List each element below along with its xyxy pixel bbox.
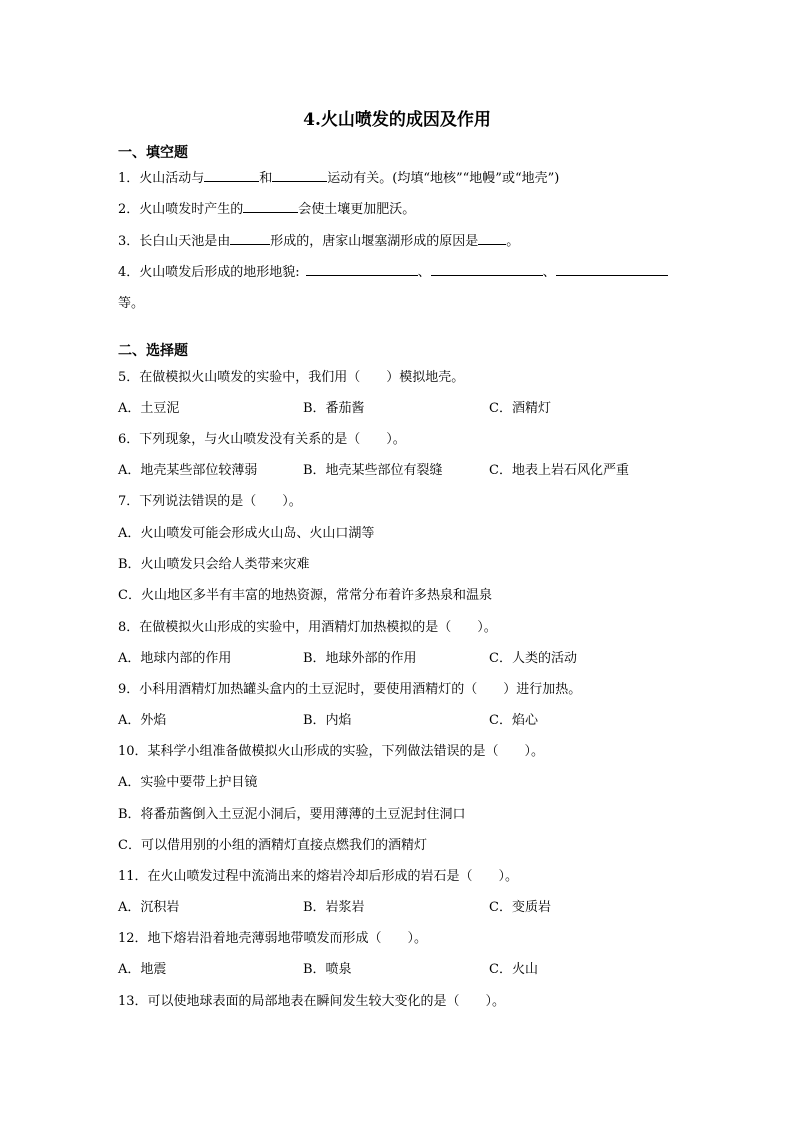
q5-option-a[interactable]: A．土豆泥 (118, 401, 180, 416)
q6-option-b[interactable]: B．地壳某些部位有裂缝 (303, 463, 443, 478)
q10-option-c[interactable]: C．可以借用别的小组的酒精灯直接点燃我们的酒精灯 (118, 838, 427, 853)
section-fill-heading: 一、填空题 (118, 145, 188, 161)
q1-text-b: 和 (259, 171, 273, 186)
q10-option-a[interactable]: A．实验中要带上护目镜 (118, 775, 258, 790)
q5-option-b[interactable]: B．番茄酱 (303, 401, 365, 416)
q2-text-b: 会使土壤更加肥沃。 (298, 202, 416, 217)
q1-blank-1[interactable] (204, 168, 259, 182)
question-5-stem: 5．在做模拟火山喷发的实验中，我们用（ ）模拟地壳。 (118, 370, 465, 385)
q3-text-c: 。 (506, 234, 520, 249)
q11-option-a[interactable]: A．沉积岩 (118, 900, 180, 915)
question-4 (118, 261, 668, 280)
section-choice-heading: 二、选择题 (118, 343, 188, 359)
question-2 (118, 198, 415, 217)
question-12-stem: 12．地下熔岩沿着地壳薄弱地带喷发而形成（ ）。 (118, 931, 428, 946)
q9-option-b[interactable]: B．内焰 (303, 713, 352, 728)
q3-text-a: 3．长白山天池是由 (118, 234, 231, 249)
q9-option-c[interactable]: C．焰心 (489, 713, 538, 728)
q10-option-b[interactable]: B．将番茄酱倒入土豆泥小洞后，要用薄薄的土豆泥封住洞口 (118, 807, 466, 822)
q3-blank-2[interactable] (478, 231, 506, 245)
page-title: 4.火山喷发的成因及作用 (303, 110, 491, 130)
question-4-end: 等。 (118, 296, 145, 311)
q8-option-b[interactable]: B．地球外部的作用 (303, 651, 417, 666)
question-7-stem: 7．下列说法错误的是（ ）。 (118, 494, 302, 509)
q2-blank-1[interactable] (243, 199, 298, 213)
q12-option-b[interactable]: B．喷泉 (303, 962, 352, 977)
q5-option-c[interactable]: C．酒精灯 (489, 401, 551, 416)
q4-sep-1: 、 (417, 265, 431, 280)
q6-option-a[interactable]: A．地壳某些部位较薄弱 (118, 463, 258, 478)
q11-option-c[interactable]: C．变质岩 (489, 900, 551, 915)
question-9-stem: 9．小科用酒精灯加热罐头盒内的土豆泥时，要使用酒精灯的（ ）进行加热。 (118, 682, 582, 697)
q4-sep-2: 、 (542, 265, 556, 280)
q1-text-c: 运动有关。(均填“地核”“地幔”或“地壳”) (327, 171, 560, 186)
q4-blank-1[interactable] (306, 262, 418, 276)
question-11-stem: 11．在火山喷发过程中流淌出来的熔岩冷却后形成的岩石是（ ）。 (118, 869, 519, 884)
q12-option-c[interactable]: C．火山 (489, 962, 538, 977)
q3-blank-1[interactable] (230, 231, 270, 245)
question-8-stem: 8．在做模拟火山形成的实验中，用酒精灯加热模拟的是（ ）。 (118, 620, 497, 635)
q7-option-a[interactable]: A．火山喷发可能会形成火山岛、火山口湖等 (118, 526, 375, 541)
question-13-stem: 13．可以使地球表面的局部地表在瞬间发生较大变化的是（ ）。 (118, 994, 506, 1009)
q4-blank-3[interactable] (556, 262, 668, 276)
q11-option-b[interactable]: B．岩浆岩 (303, 900, 365, 915)
q7-option-b[interactable]: B．火山喷发只会给人类带来灾难 (118, 557, 310, 572)
q8-option-c[interactable]: C．人类的活动 (489, 651, 577, 666)
q7-option-c[interactable]: C．火山地区多半有丰富的地热资源，常常分布着许多热泉和温泉 (118, 588, 492, 603)
question-10-stem: 10．某科学小组准备做模拟火山形成的实验，下列做法错误的是（ ）。 (118, 744, 545, 759)
q4-blank-2[interactable] (431, 262, 543, 276)
q12-option-a[interactable]: A．地震 (118, 962, 167, 977)
q4-text-a: 4．火山喷发后形成的地形地貌: (118, 265, 300, 280)
q1-text-a: 1．火山活动与 (118, 171, 205, 186)
q3-text-b: 形成的，唐家山堰塞湖形成的原因是 (270, 234, 479, 249)
question-3 (118, 230, 519, 249)
q8-option-a[interactable]: A．地球内部的作用 (118, 651, 232, 666)
question-6-stem: 6．下列现象，与火山喷发没有关系的是（ ）。 (118, 432, 406, 447)
q2-text-a: 2．火山喷发时产生的 (118, 202, 244, 217)
question-1 (118, 167, 559, 186)
q6-option-c[interactable]: C．地表上岩石风化严重 (489, 463, 629, 478)
q9-option-a[interactable]: A．外焰 (118, 713, 167, 728)
q1-blank-2[interactable] (272, 168, 327, 182)
